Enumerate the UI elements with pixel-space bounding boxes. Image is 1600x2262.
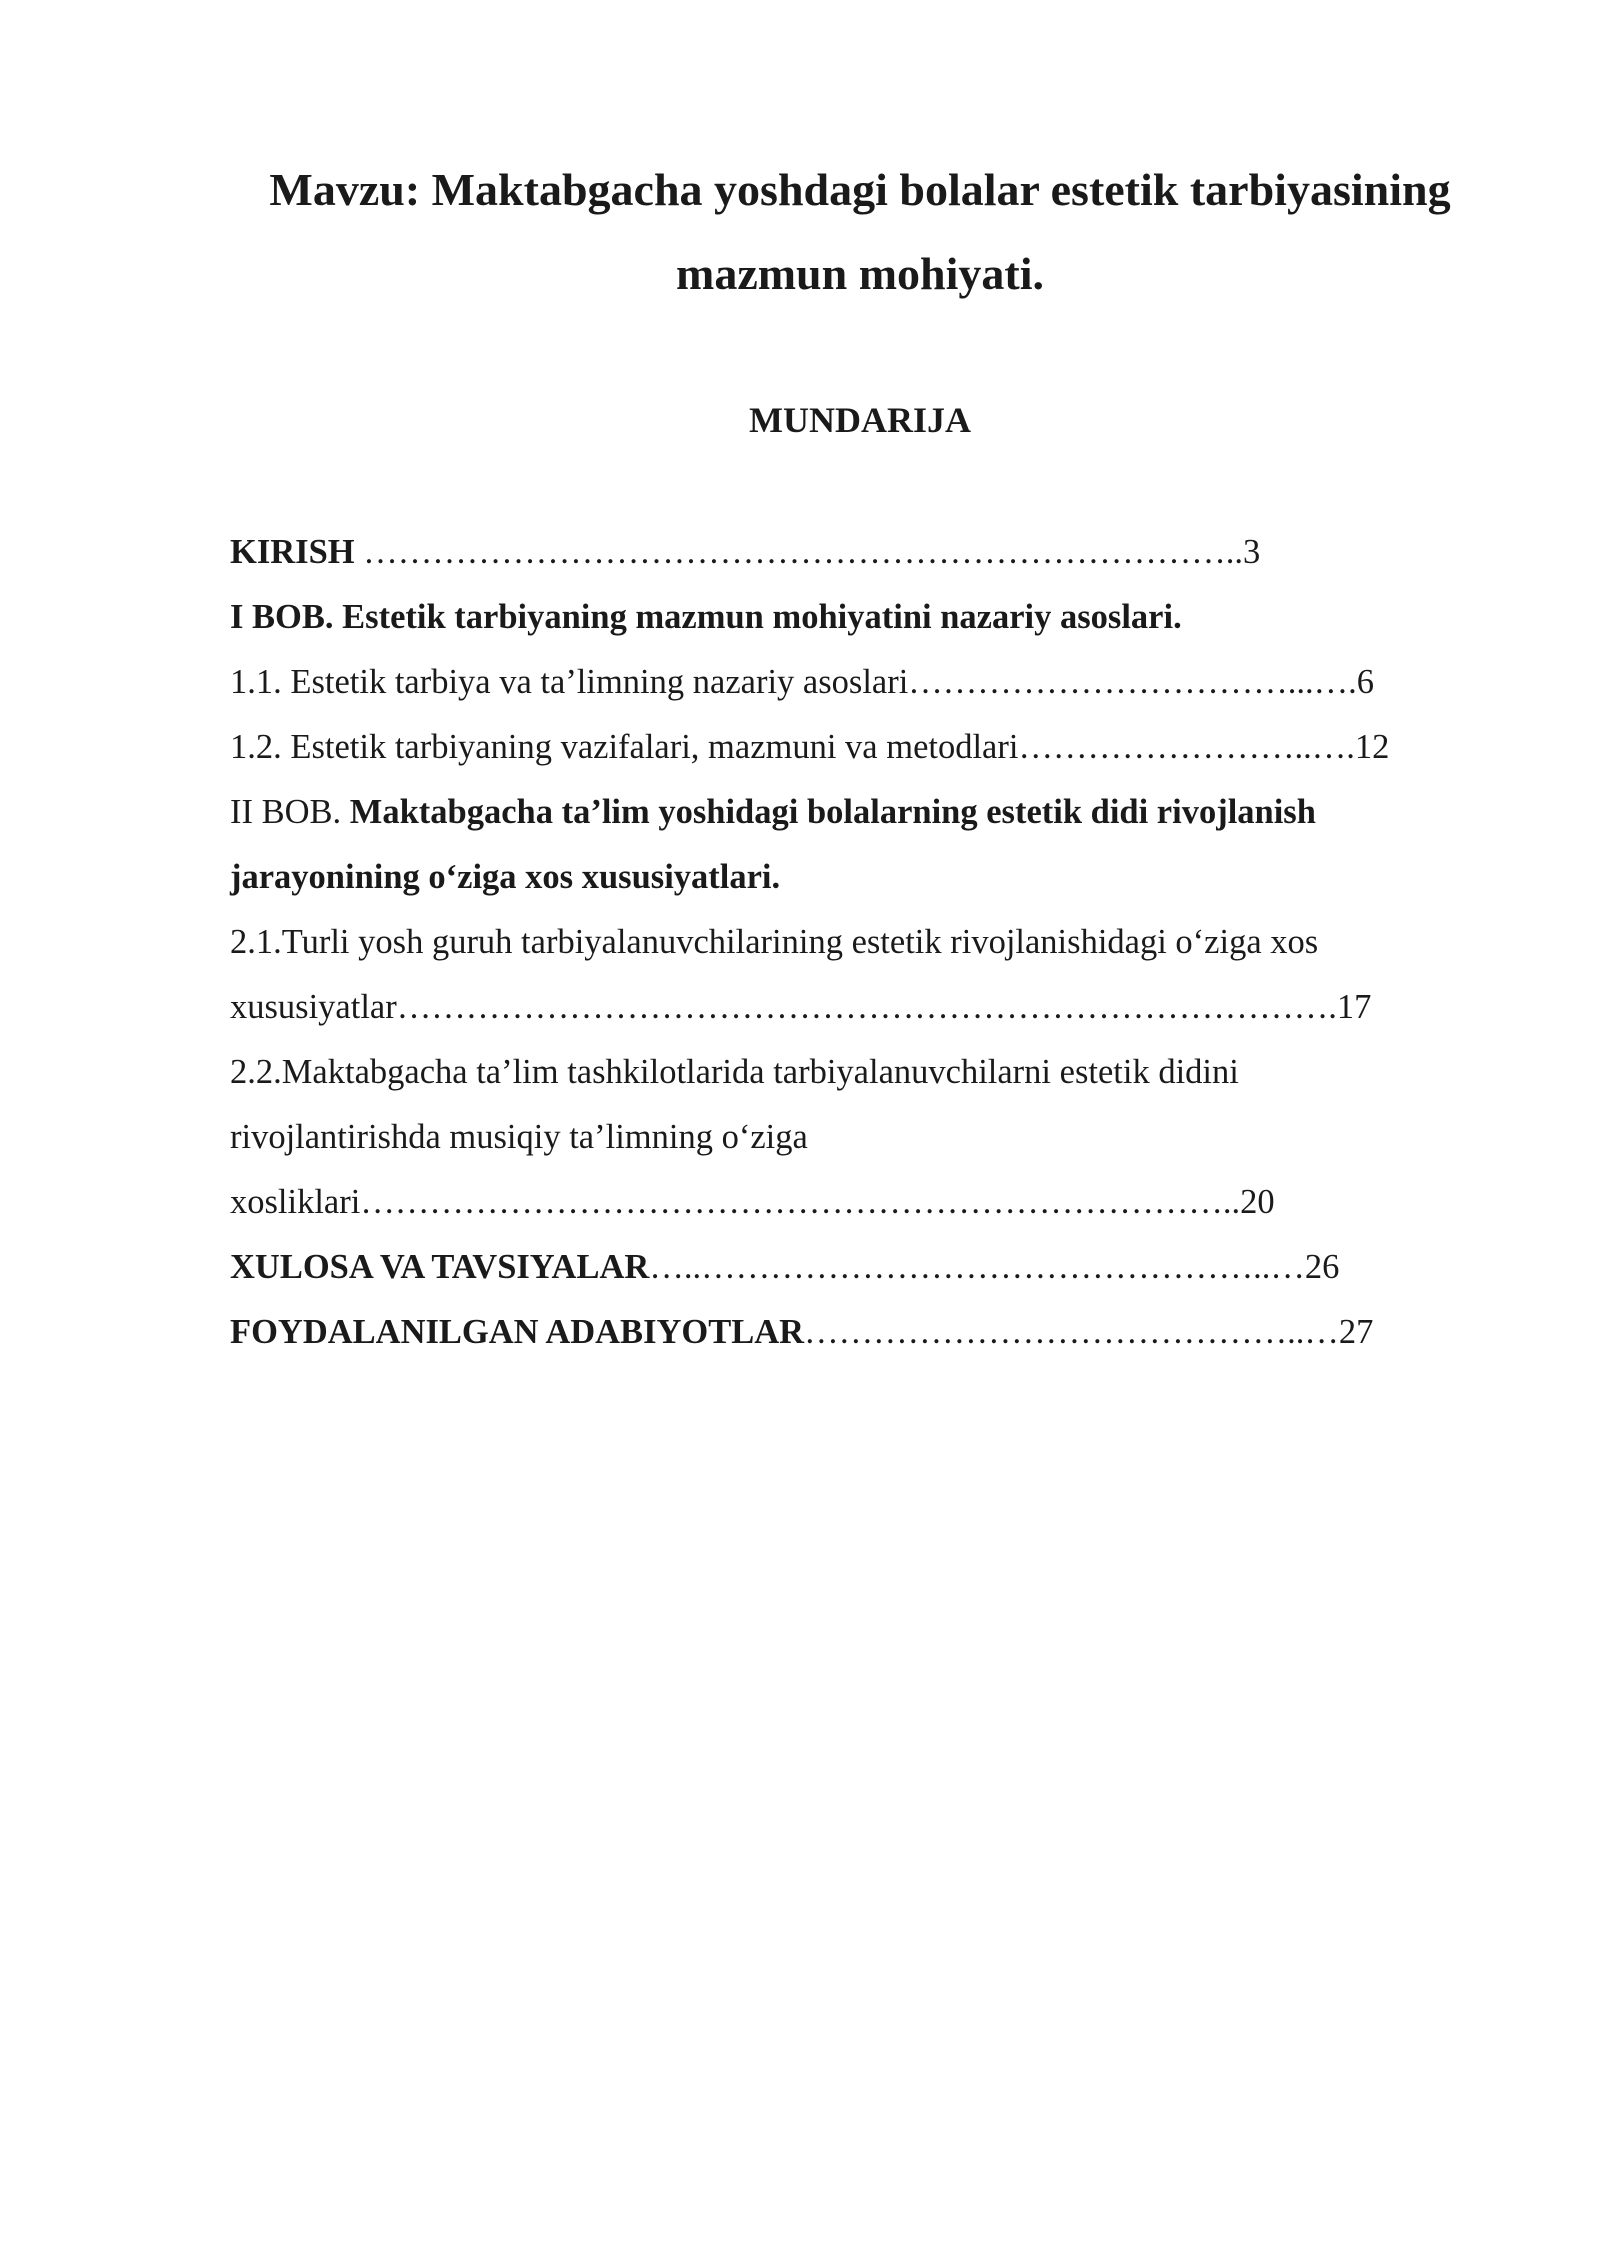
toc-leader-dots: ……………………..….	[1018, 728, 1355, 766]
toc-page-number: 17	[1336, 988, 1372, 1026]
toc-leader-dots: …..…………………………………………..…	[649, 1248, 1305, 1286]
toc-page-number: 27	[1338, 1313, 1374, 1351]
toc-entry-1-1	[230, 650, 1500, 715]
toc-leader-dots: ……………………………………………………………………….	[396, 988, 1337, 1026]
toc-entry-2-2-line-2: rivojlantirishda musiqiy ta’limning o‘ziga	[230, 1118, 808, 1156]
toc-entry-2-2-line-1: 2.2.Maktabgacha ta’lim tashkilotlarida tarbiyalanuvchilarni estetik didini	[230, 1053, 1239, 1091]
toc-entry-xulosa	[230, 1235, 1500, 1300]
toc-entry-label: 1.2. Estetik tarbiyaning vazifalari, mazmuni va metodlari	[230, 728, 1019, 766]
toc-page-number: 3	[1243, 533, 1261, 571]
table-of-contents	[230, 520, 1500, 1365]
toc-entry-label: xosliklari	[230, 1183, 361, 1221]
toc-entry-label: KIRISH	[230, 533, 355, 571]
toc-page-number: 20	[1240, 1183, 1275, 1221]
toc-chapter-title-part-2: jarayonining o‘ziga xos xususiyatlari.	[230, 858, 781, 896]
toc-leader-dots: ……………………………...….	[908, 663, 1357, 701]
toc-entry-label: FOYDALANILGAN ADABIYOTLAR	[230, 1313, 805, 1351]
toc-chapter-prefix: II BOB.	[230, 793, 350, 831]
toc-leader-dots: ……………………………………..…	[804, 1313, 1339, 1351]
toc-entry-2-1	[230, 975, 1500, 1040]
toc-chapter-title-part-1: Maktabgacha ta’lim yoshidagi bolalarning estetik didi rivojlanish	[349, 793, 1316, 831]
toc-leader-dots: …………………………………………………………………..	[360, 1183, 1241, 1221]
toc-entry-1-2	[230, 715, 1500, 780]
toc-chapter-1-title: I BOB. Estetik tarbiyaning mazmun mohiyatini nazariy asoslari.	[230, 598, 1182, 636]
toc-page-number: 6	[1356, 663, 1375, 701]
toc-page-number: 12	[1354, 728, 1390, 766]
toc-entry-label: xususiyatlar	[230, 988, 397, 1026]
toc-heading: MUNDARIJA	[749, 400, 971, 440]
toc-page-number: 26	[1304, 1248, 1340, 1286]
document-title	[230, 148, 1490, 316]
title-line-2: mazmun mohiyati.	[676, 248, 1044, 299]
toc-leader-dots: …………………………………………………………………..	[354, 533, 1243, 571]
toc-entry-2-2	[230, 1170, 1500, 1235]
toc-entry-label: XULOSA VA TAVSIYALAR	[230, 1248, 650, 1286]
toc-entry-adabiyotlar	[230, 1300, 1500, 1365]
title-line-1: Mavzu: Maktabgacha yoshdagi bolalar estetik tarbiyasining	[269, 164, 1451, 215]
toc-chapter-2-title	[230, 780, 1500, 845]
toc-entry-2-1-line-1: 2.1.Turli yosh guruh tarbiyalanuvchilarining estetik rivojlanishidagi o‘ziga xos	[230, 923, 1319, 961]
toc-entry-label: 1.1. Estetik tarbiya va ta’limning nazariy asoslari	[230, 663, 909, 701]
toc-entry-kirish	[230, 520, 1500, 585]
